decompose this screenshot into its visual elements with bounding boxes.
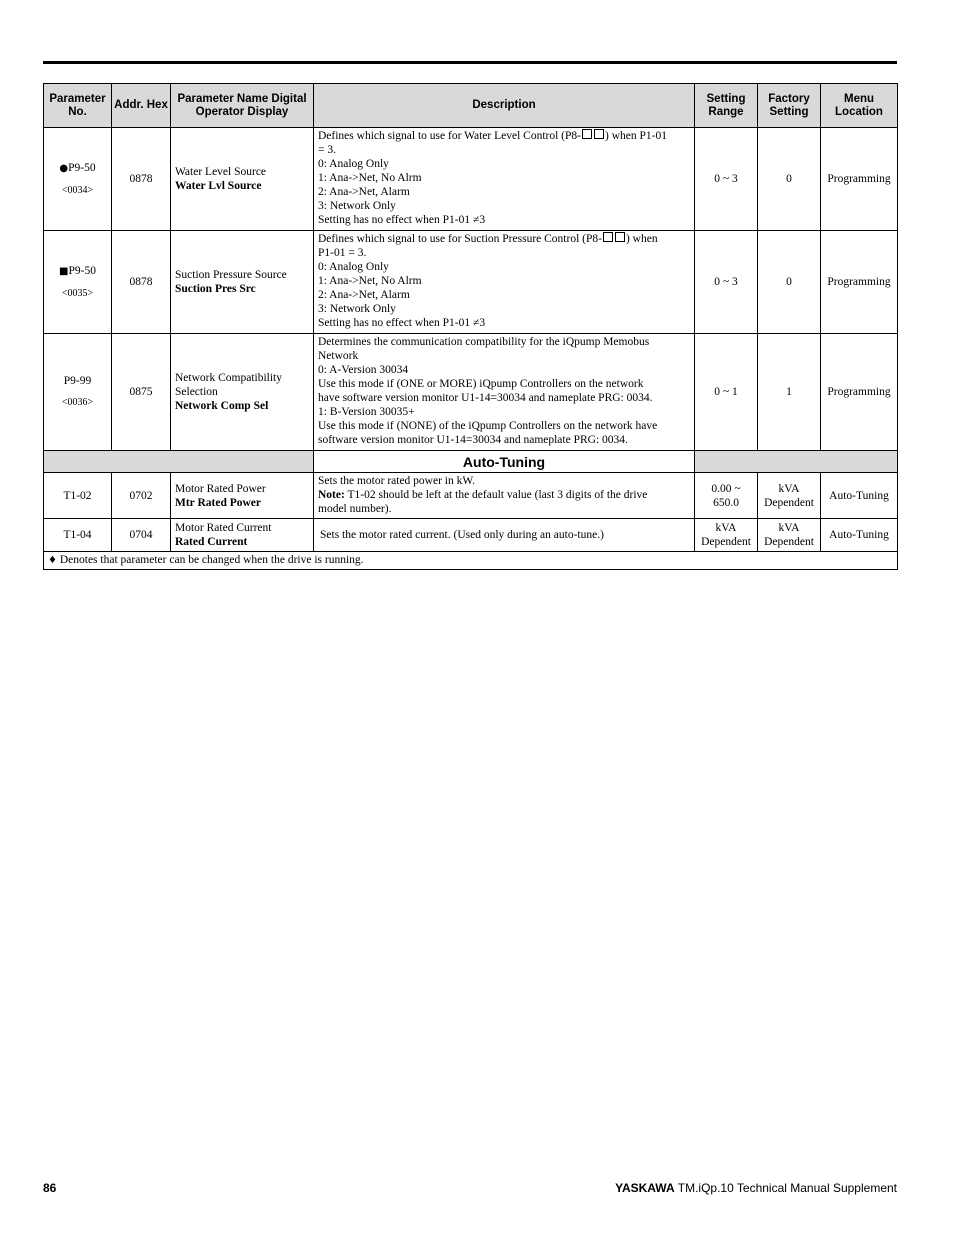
header-description: Description xyxy=(314,84,695,128)
footnote-text: Denotes that parameter can be changed when the drive is running. xyxy=(59,554,364,566)
menu-cell: Programming xyxy=(821,334,898,451)
param-display: Water Lvl Source xyxy=(175,180,262,192)
param-name: Suction Pressure Source xyxy=(175,269,287,281)
header-param-name: Parameter Name Digital Operator Display xyxy=(171,84,314,128)
table-row xyxy=(44,231,898,334)
factory-cell: 0 xyxy=(758,128,821,231)
description-cell: Sets the motor rated power in kW. Note: T1-02 should be left at the default value (last 3 digits of the drive model number). xyxy=(314,473,695,519)
description-cell: Defines which signal to use for Water Level Control (P8- ) when P1-01 = 3. 0: Analog Only 1: Ana->Net, No Alrm 2: Ana->Net, Alarm 3: Network Only Setting has no effect when P1-01 ≠3 xyxy=(314,128,695,231)
top-rule xyxy=(43,61,897,64)
menu-cell: Auto-Tuning xyxy=(821,473,898,519)
param-number: P9-50 xyxy=(68,161,96,174)
factory-cell: 1 xyxy=(758,334,821,451)
menu-cell: Programming xyxy=(821,231,898,334)
placeholder-box-icon xyxy=(615,232,625,242)
header-menu-location: Menu Location xyxy=(821,84,898,128)
manual-title: TM.iQp.10 Technical Manual Supplement xyxy=(677,1181,897,1195)
range-cell: kVA Dependent xyxy=(695,519,758,552)
param-display: Mtr Rated Power xyxy=(175,496,262,509)
section-filler xyxy=(44,451,314,473)
param-cell: T1-04 xyxy=(44,519,112,552)
addr-cell: 0704 xyxy=(112,519,171,552)
param-name: Selection xyxy=(175,386,218,398)
param-cell xyxy=(44,334,112,451)
brand-name: YASKAWA xyxy=(615,1181,675,1195)
footer-title xyxy=(615,1181,897,1195)
name-cell xyxy=(171,519,314,552)
header-factory-setting: Factory Setting xyxy=(758,84,821,128)
filled-square-icon: ■ xyxy=(59,265,69,277)
name-cell xyxy=(171,334,314,451)
name-cell xyxy=(171,473,314,519)
footnote-row xyxy=(44,552,898,570)
param-sub: <0036> xyxy=(61,397,94,408)
factory-cell: kVA Dependent xyxy=(758,473,821,519)
param-name: Motor Rated Power xyxy=(175,482,266,495)
param-sub: <0035> xyxy=(61,287,94,299)
header-param-no: Parameter No. xyxy=(44,84,112,128)
menu-cell: Auto-Tuning xyxy=(821,519,898,552)
header-row xyxy=(44,84,898,128)
section-title: Auto-Tuning xyxy=(314,451,695,473)
param-name: Water Level Source xyxy=(175,166,267,178)
range-cell: 0 ~ 1 xyxy=(695,334,758,451)
param-number: P9-50 xyxy=(68,264,96,277)
factory-cell: kVA Dependent xyxy=(758,519,821,552)
description-cell: Defines which signal to use for Suction Pressure Control (P8- ) when P1-01 = 3. 0: Analog Only 1: Ana->Net, No Alrm 2: Ana->Net, Alarm 3: Network Only Setting has no effect when P1-01 ≠3 xyxy=(314,231,695,334)
addr-cell: 0702 xyxy=(112,473,171,519)
param-number: P9-99 xyxy=(63,375,92,387)
addr-cell: 0878 xyxy=(112,128,171,231)
table-row xyxy=(44,519,898,552)
name-cell xyxy=(171,128,314,231)
description-cell: Determines the communication compatibility for the iQpump Memobus Network 0: A-Version 30034 Use this mode if (ONE or MORE) iQpump Controllers on the network have software version monitor U1-14=30034 and nameplate PRG: 0034. 1: B-Version 30035+ Use this mode if (NONE) of the iQpump Controllers on the network have software version monitor U1-14=30034 and nameplate PRG: 0034. xyxy=(314,334,695,451)
addr-cell: 0878 xyxy=(112,231,171,334)
table-row xyxy=(44,128,898,231)
param-display: Network Comp Sel xyxy=(175,400,269,412)
range-cell: 0 ~ 3 xyxy=(695,128,758,231)
placeholder-box-icon xyxy=(582,129,592,139)
page-number: 86 xyxy=(43,1181,57,1195)
param-cell xyxy=(44,231,112,334)
section-row xyxy=(44,451,898,473)
param-name: Network Compatibility xyxy=(175,372,283,384)
parameter-table xyxy=(43,83,898,570)
param-display: Suction Pres Src xyxy=(175,283,256,295)
diamond-icon: ♦ xyxy=(48,555,57,566)
param-cell: T1-02 xyxy=(44,473,112,519)
factory-cell: 0 xyxy=(758,231,821,334)
param-sub: <0034> xyxy=(61,184,94,196)
filled-circle-icon: ● xyxy=(59,162,69,174)
header-setting-range: Setting Range xyxy=(695,84,758,128)
menu-cell: Programming xyxy=(821,128,898,231)
note-label: Note: xyxy=(318,489,345,501)
addr-cell: 0875 xyxy=(112,334,171,451)
description-cell: Sets the motor rated current. (Used only during an auto-tune.) xyxy=(314,519,695,552)
table-row xyxy=(44,473,898,519)
range-cell: 0.00 ~ 650.0 xyxy=(695,473,758,519)
param-display: Rated Current xyxy=(175,536,248,548)
range-cell: 0 ~ 3 xyxy=(695,231,758,334)
param-cell xyxy=(44,128,112,231)
placeholder-box-icon xyxy=(594,129,604,139)
param-name: Motor Rated Current xyxy=(175,522,272,534)
section-filler xyxy=(695,451,898,473)
name-cell xyxy=(171,231,314,334)
placeholder-box-icon xyxy=(603,232,613,242)
table-row xyxy=(44,334,898,451)
header-addr-hex: Addr. Hex xyxy=(112,84,171,128)
footnote xyxy=(44,552,898,570)
